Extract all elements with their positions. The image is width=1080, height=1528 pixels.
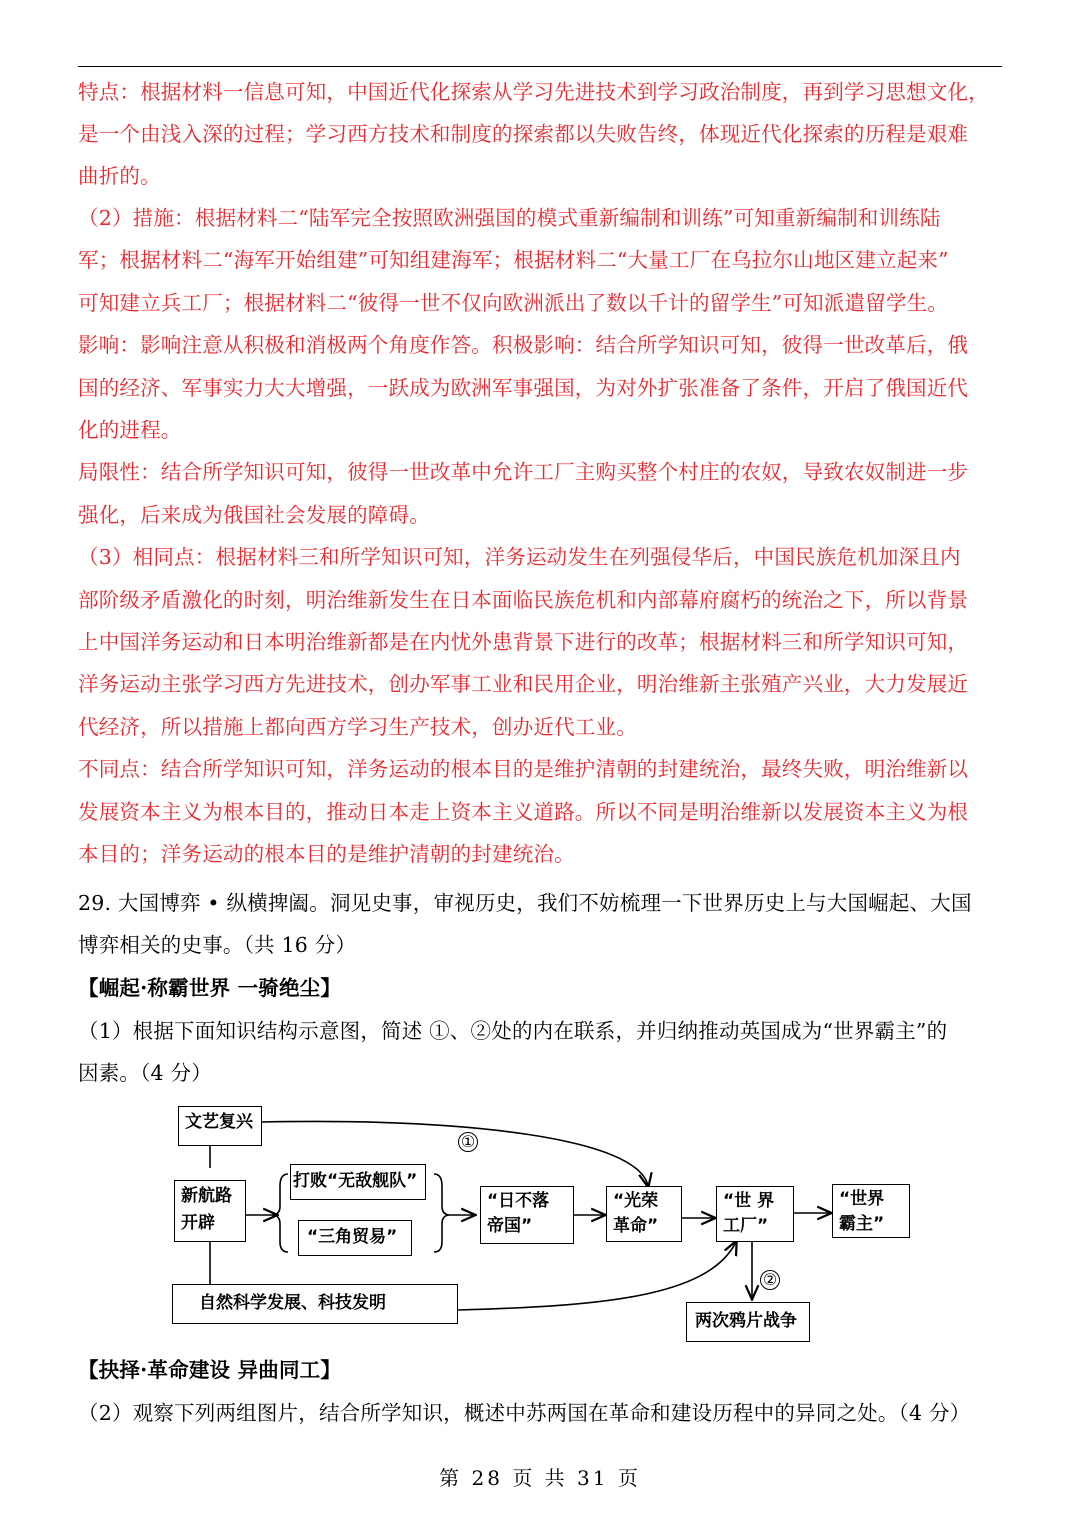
box-opium-label: 两次鸦片战争: [695, 1311, 797, 1331]
knowledge-structure-diagram: [168, 1098, 918, 1344]
section-heading-choice: 【抉择·革命建设 异曲同工】: [78, 1358, 342, 1382]
answer-line: （2）措施：根据材料二“陆军完全按照欧洲强国的模式重新编制和训练”可知重新编制和训练陆: [78, 206, 941, 230]
subquestion-1: （1）根据下面知识结构示意图，简述 ①、②处的内在联系，并归纳推动英国成为“世界霸主”的: [78, 1019, 948, 1043]
box-triangle-trade: [298, 1220, 412, 1256]
answer-line: 国的经济、军事实力大大增强，一跃成为欧洲军事强国，为对外扩张准备了条件，开启了俄国近代: [78, 376, 969, 400]
answer-line: 特点：根据材料一信息可知，中国近代化探索从学习先进技术到学习政治制度，再到学习思想文化，: [78, 80, 989, 104]
question-29-stem: 29. 大国博弈 • 纵横捭阖。洞见史事，审视历史，我们不妨梳理一下世界历史上与大国崛起、大国: [78, 891, 972, 915]
answer-line: 强化，后来成为俄国社会发展的障碍。: [78, 503, 430, 527]
marker-2: ②: [760, 1270, 780, 1290]
answer-line: 局限性：结合所学知识可知，彼得一世改革中允许工厂主购买整个村庄的农奴，导致农奴制进一步: [78, 460, 969, 484]
box-world-hegemon: [832, 1184, 910, 1238]
marker-1: ①: [458, 1132, 478, 1152]
box-world-factory: [716, 1186, 794, 1242]
answer-line: 可知建立兵工厂；根据材料二“彼得一世不仅向欧洲派出了数以千计的留学生”可知派遣留学生。: [78, 291, 949, 315]
box-glorious-label: “光荣: [613, 1191, 659, 1211]
answer-line: 发展资本主义为根本目的，推动日本走上资本主义道路。所以不同是明治维新以发展资本主义为根: [78, 800, 969, 824]
section-heading-rise: 【崛起·称霸世界 一骑绝尘】: [78, 976, 342, 1000]
box-new-route: [174, 1180, 246, 1242]
answer-line: 化的进程。: [78, 418, 182, 442]
box-hegemon-label: 霸主”: [839, 1214, 885, 1234]
box-hegemon-label: “世界: [839, 1189, 885, 1209]
answer-line: 洋务运动主张学习西方先进技术，创办军事工业和民用企业，明治维新主张殖产兴业，大力发展近: [78, 672, 969, 696]
box-opium-wars: [686, 1302, 810, 1342]
answer-line: 曲折的。: [78, 164, 161, 188]
subquestion-1: 因素。（4 分）: [78, 1061, 212, 1085]
answer-line: 上中国洋务运动和日本明治维新都是在内忧外患背景下进行的改革；根据材料三和所学知识可知，: [78, 630, 969, 654]
box-defeat-armada-label: 打败“无敌舰队”: [293, 1171, 418, 1191]
box-factory-label: 工厂”: [723, 1216, 769, 1236]
answer-line: 军；根据材料二“海军开始组建”可知组建海军；根据材料二“大量工厂在乌拉尔山地区建立起来”: [78, 248, 949, 272]
box-science-label: 自然科学发展、科技发明: [199, 1293, 386, 1313]
box-science-tech: [172, 1284, 458, 1324]
box-empire-label: 帝国”: [487, 1216, 533, 1236]
box-renaissance-label: 文艺复兴: [185, 1112, 253, 1132]
answer-line: 影响：影响注意从积极和消极两个角度作答。积极影响：结合所学知识可知，彼得一世改革后，俄: [78, 333, 969, 357]
answer-line: 不同点：结合所学知识可知，洋务运动的根本目的是维护清朝的封建统治，最终失败，明治维新以: [78, 757, 969, 781]
box-new-route-label: 开辟: [181, 1213, 215, 1233]
box-empire-label: “日不落: [487, 1191, 550, 1211]
answer-line: 是一个由浅入深的过程；学习西方技术和制度的探索都以失败告终，体现近代化探索的历程是艰难: [78, 122, 969, 146]
box-renaissance: [178, 1106, 262, 1146]
box-defeat-armada: [290, 1164, 426, 1200]
box-glorious-label: 革命”: [613, 1216, 659, 1236]
answer-line: 代经济，所以措施上都向西方学习生产技术，创办近代工业。: [78, 715, 637, 739]
box-factory-label: “世 界: [723, 1191, 775, 1211]
answer-line: （3）相同点：根据材料三和所学知识可知，洋务运动发生在列强侵华后，中国民族危机加深且内: [78, 545, 961, 569]
header-rule: [78, 66, 1002, 67]
box-new-route-label: 新航路: [181, 1186, 232, 1206]
box-glorious-revolution: [606, 1186, 682, 1242]
answer-line: 本目的；洋务运动的根本目的是维护清朝的封建统治。: [78, 842, 575, 866]
question-29-stem: 博弈相关的史事。（共 16 分）: [78, 933, 357, 957]
subquestion-2: （2）观察下列两组图片，结合所学知识，概述中苏两国在革命和建设历程中的异同之处。（4 分）: [78, 1401, 971, 1425]
box-triangle-trade-label: “三角贸易”: [307, 1227, 398, 1247]
box-sun-never-sets-empire: [480, 1186, 574, 1244]
answer-line: 部阶级矛盾激化的时刻，明治维新发生在日本面临民族危机和内部幕府腐朽的统治之下，所以背景: [78, 588, 969, 612]
page-footer: 第 28 页 共 31 页: [439, 1466, 641, 1490]
